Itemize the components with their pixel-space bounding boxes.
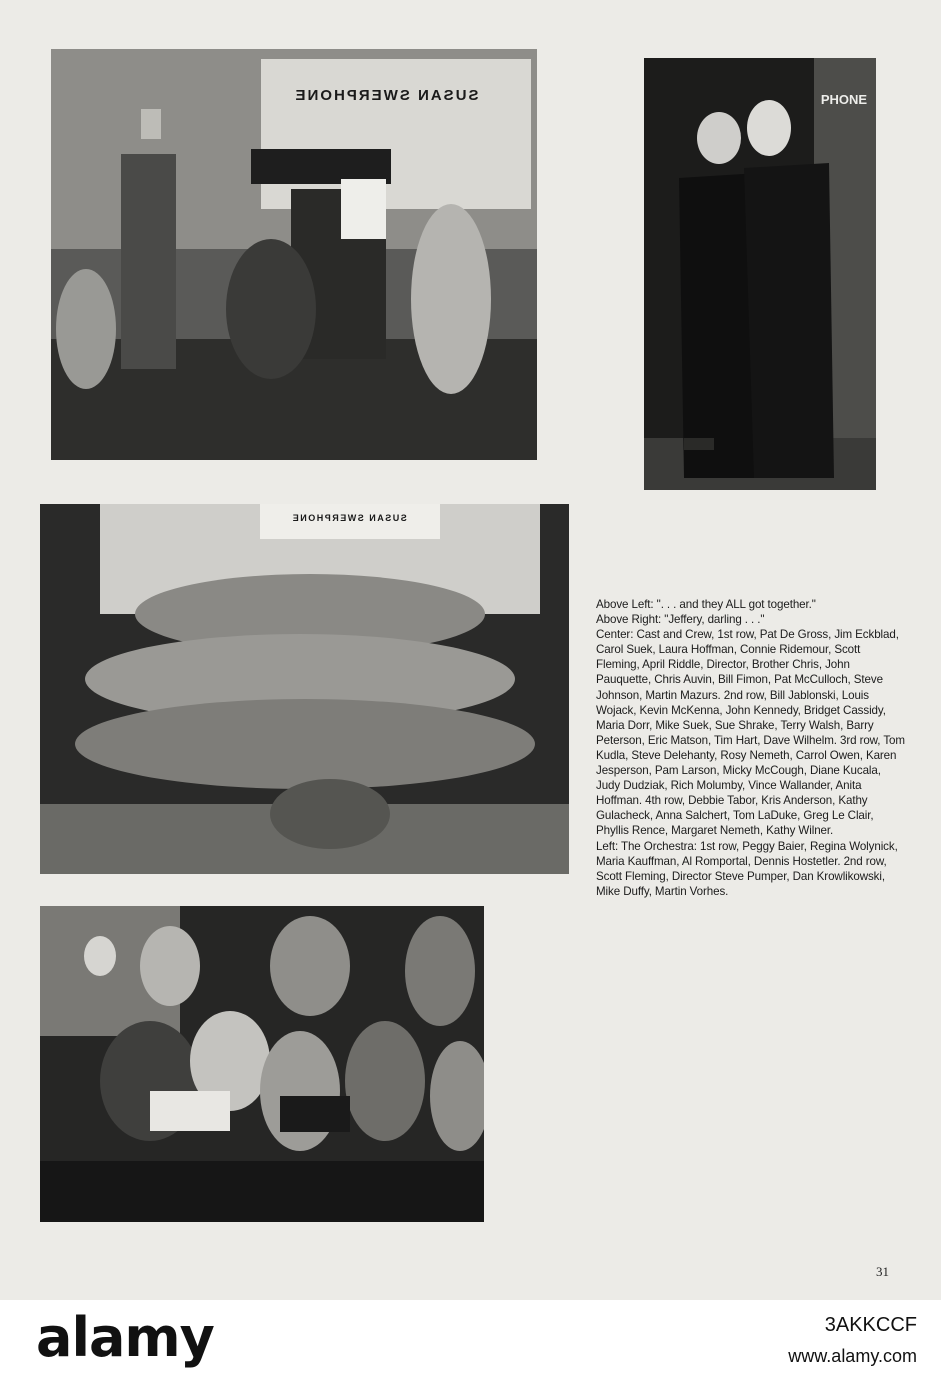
watermark-logo: alamy [36, 1306, 214, 1369]
banner-sign-text: SUSAN SWERPHONE [291, 513, 407, 523]
photo-couple-phone [644, 58, 876, 490]
watermark-url: www.alamy.com [788, 1346, 917, 1366]
banner-sign-text: SUSAN SWERPHONE [293, 87, 479, 104]
photo-orchestra [40, 906, 484, 1222]
caption-above-left: Above Left: ". . . and they ALL got together." [596, 598, 816, 611]
photo-cast-crew [40, 504, 569, 874]
page-number: 31 [876, 1264, 889, 1279]
caption-block [596, 597, 906, 899]
caption-above-right: Above Right: "Jeffery, darling . . ." [596, 613, 765, 627]
phone-sign-text: PHONE [820, 92, 868, 107]
caption-left: Left: The Orchestra: 1st row, Peggy Baier, Regina Wolynick, Maria Kauffman, Al Romportal, Dennis Hostetler. 2nd row, Scott Fleming, Director Steve Pumper, Dan Krowlikowski, Mike Duffy, Martin Vorhes. [596, 839, 898, 898]
photo-stage-scene [51, 49, 537, 460]
caption-center: Center: Cast and Crew, 1st row, Pat De Gross, Jim Eckblad, Carol Suek, Laura Hoffman, Connie Ridemour, Scott Fleming, April Riddle, Director, Brother Chris, John Pauquette, Chris Auvin, Bill Fimon, Pat McCulloch, Steve Johnson, Martin Mazurs. 2nd row, Bill Jablonski, Louis Wojack, Kevin McKenna, John Kennedy, Bridget Cassidy, Maria Dorr, Mike Suek, Sue Shrake, Terry Walsh, Barry Peterson, Eric Matson, Tim Hart, Dave Wilhelm. 3rd row, Tom Kudla, Steve Delehanty, Rosy Nemeth, Carrol Owen, Karen Jesperson, Pam Larson, Micky McCough, Diane Kucala, Judy Dudziak, Rich Molumby, Vince Wallander, Anita Hoffman. 4th row, Debbie Tabor, Kris Anderson, Kathy Gulacheck, Anna Salchert, Tom LaDuke, Greg Le Clair, Phyllis Rence, Margaret Nemeth, Kathy Wilner. [596, 628, 905, 838]
watermark-image-id: 3AKKCCF [824, 1314, 917, 1336]
